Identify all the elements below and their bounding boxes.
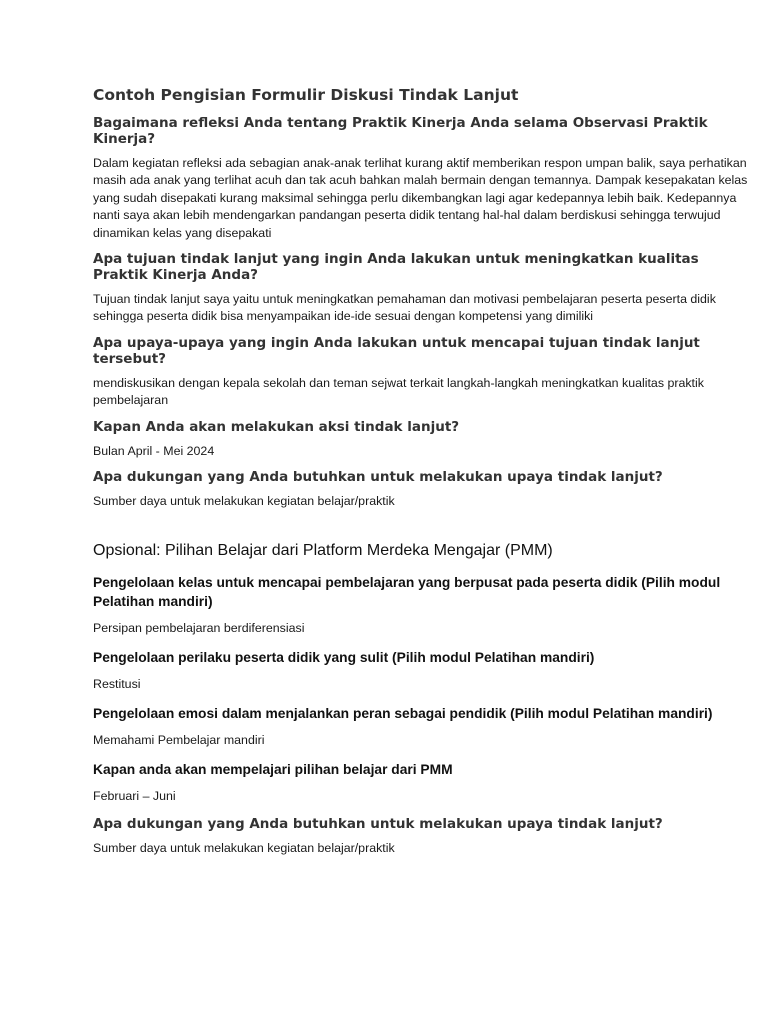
optional-question-support: Apa dukungan yang Anda butuhkan untuk melakukan upaya tindak lanjut? bbox=[93, 816, 663, 833]
answer-support: Sumber daya untuk melakukan kegiatan belajar/praktik bbox=[93, 494, 395, 509]
answer-when: Bulan April - Mei 2024 bbox=[93, 443, 215, 458]
question-follow-up-goal: Apa tujuan tindak lanjut yang ingin Anda lakukan untuk meningkatkan kualitas Praktik Kinerja Anda? bbox=[93, 251, 699, 284]
answer-efforts: mendiskusikan dengan kepala sekolah dan teman sejwat terkait langkah-langkah meningkatkan kualitas praktik pembelajaran bbox=[93, 375, 704, 408]
answer-follow-up-goal: Tujuan tindak lanjut saya yaitu untuk meningkatkan pemahaman dan motivasi pembelajaran peserta peserta didik sehingga peserta didik bisa menyampaikan ide-ide sesuai dengan kompetensi yang dimiliki bbox=[93, 292, 716, 324]
optional-question-when: Kapan anda akan mempelajari pilihan belajar dari PMM bbox=[93, 762, 453, 778]
question-efforts: Apa upaya-upaya yang ingin Anda lakukan untuk mencapai tujuan tindak lanjut tersebut? bbox=[93, 334, 700, 367]
question-support: Apa dukungan yang Anda butuhkan untuk melakukan upaya tindak lanjut? bbox=[93, 469, 663, 486]
optional-answer-when: Februari – Juni bbox=[93, 789, 176, 804]
question-when: Kapan Anda akan melakukan aksi tindak lanjut? bbox=[93, 418, 460, 435]
optional-section bbox=[93, 541, 753, 857]
optional-answer-behavior: Restitusi bbox=[93, 677, 141, 692]
optional-answer-class-management: Persipan pembelajaran berdiferensiasi bbox=[93, 621, 305, 636]
answer-reflection: Dalam kegiatan refleksi ada sebagian anak-anak terlihat kurang aktif memberikan respon umpan balik, saya perhatikan masih ada anak yang terlihat acuh dan tak acuh bahkan malah bermain dengan temannya. Dampak kesepakatan kelas yang sudah disepakati kurang maksimal sehingga perlu dikembangkan lagi agar kedepannya lebih baik. Kedepannya nanti saya akan lebih mendengarkan pandangan peserta didik tentang hal-hal dalam berdiskusi sehingga terwujud dinamikan kelas yang disepakati bbox=[93, 156, 748, 240]
document-page bbox=[93, 84, 753, 867]
optional-question-emotion: Pengelolaan emosi dalam menjalankan peran sebagai pendidik (Pilih modul Pelatihan mandiri) bbox=[93, 706, 713, 722]
document-title: Contoh Pengisian Formulir Diskusi Tindak Lanjut bbox=[93, 86, 519, 104]
optional-answer-emotion: Memahami Pembelajar mandiri bbox=[93, 733, 265, 748]
question-reflection: Bagaimana refleksi Anda tentang Praktik Kinerja Anda selama Observasi Praktik Kinerja? bbox=[93, 115, 708, 147]
optional-question-class-management: Pengelolaan kelas untuk mencapai pembelajaran yang berpusat pada peserta didik (Pilih modul Pelatihan mandiri) bbox=[93, 575, 721, 610]
optional-question-behavior: Pengelolaan perilaku peserta didik yang sulit (Pilih modul Pelatihan mandiri) bbox=[93, 650, 595, 666]
optional-answer-support: Sumber daya untuk melakukan kegiatan belajar/praktik bbox=[93, 841, 395, 856]
optional-heading: Opsional: Pilihan Belajar dari Platform Merdeka Mengajar (PMM) bbox=[93, 542, 553, 560]
